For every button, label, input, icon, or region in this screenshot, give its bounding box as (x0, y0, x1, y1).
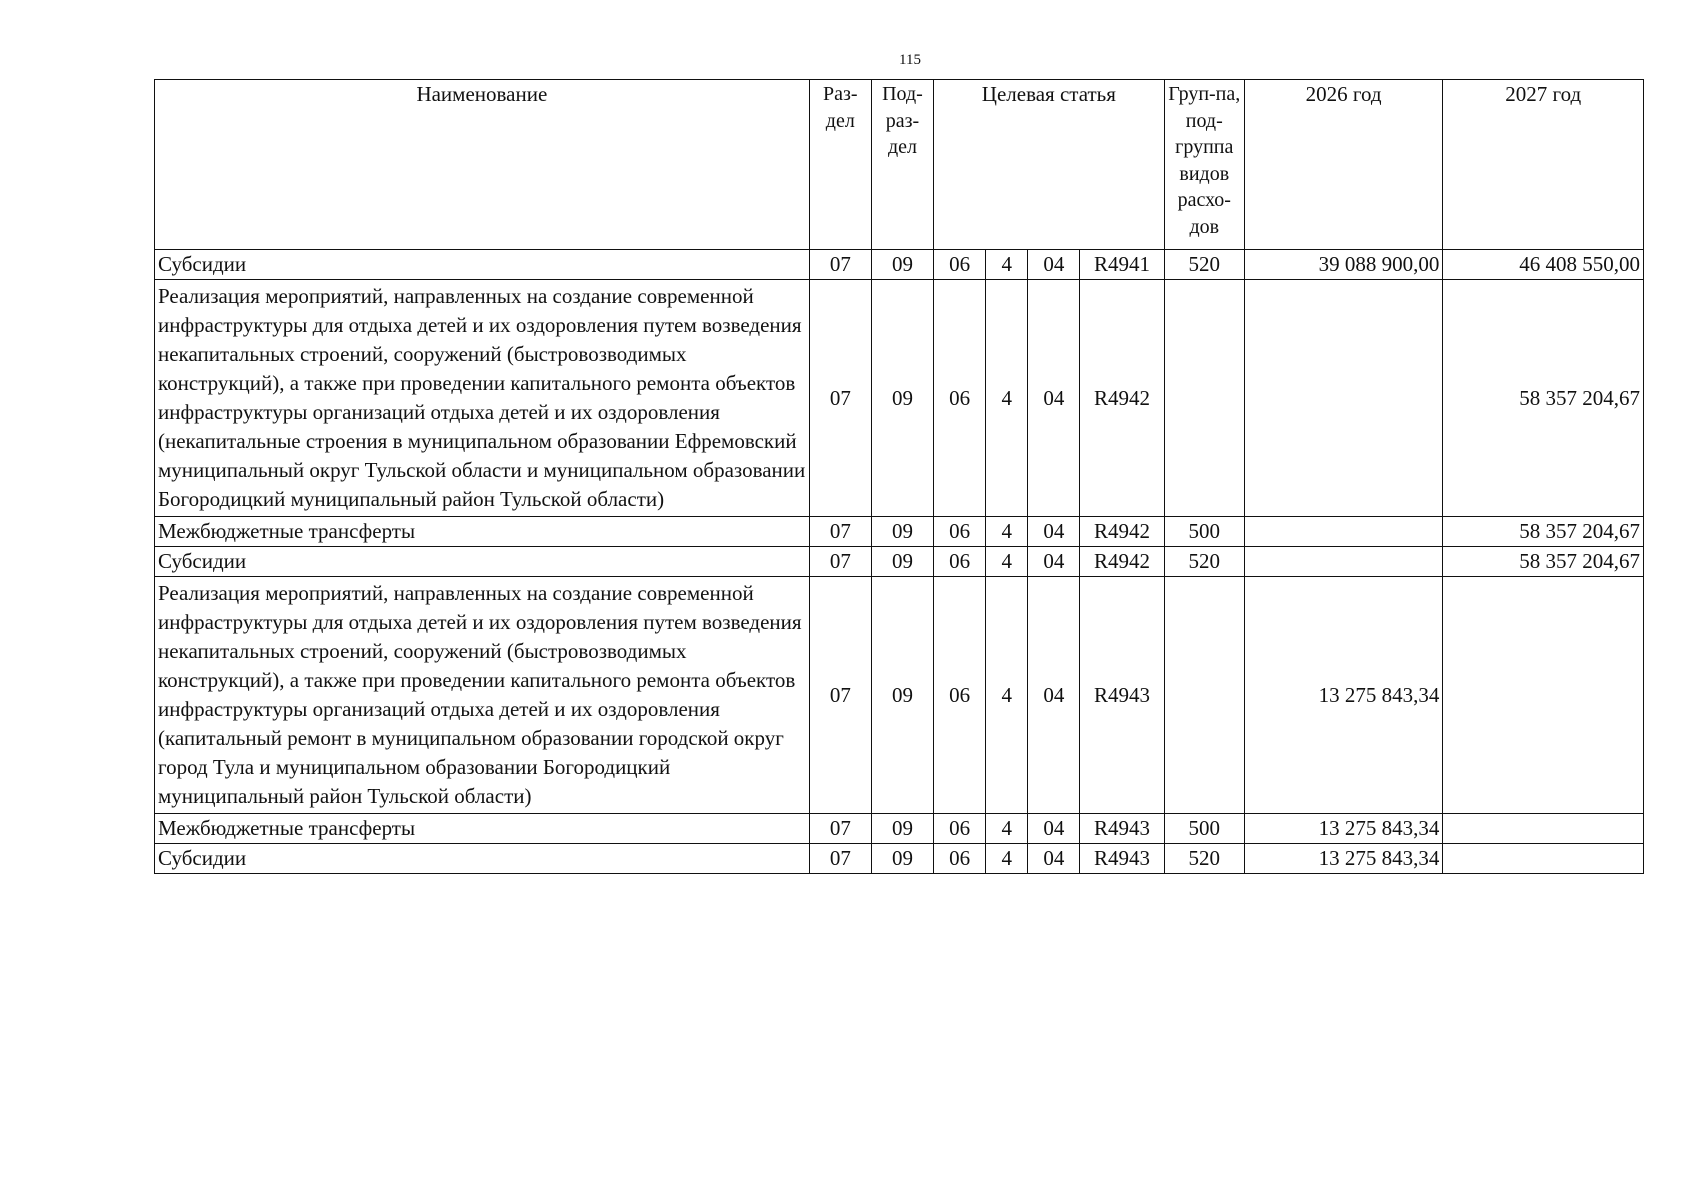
row-expense-group: 500 (1164, 814, 1244, 844)
row-subsection: 09 (871, 280, 933, 517)
row-section: 07 (809, 517, 871, 547)
row-target-subprogram: 04 (1028, 814, 1080, 844)
row-target-direction: R4943 (1080, 814, 1164, 844)
row-target-type: 4 (986, 250, 1028, 280)
row-target-type: 4 (986, 844, 1028, 874)
row-name: Субсидии (155, 250, 810, 280)
row-amount-2027: 46 408 550,00 (1443, 250, 1644, 280)
header-year-2027: 2027 год (1443, 80, 1644, 250)
row-section: 07 (809, 547, 871, 577)
header-target-article: Целевая статья (934, 80, 1165, 250)
row-name: Межбюджетные трансферты (155, 814, 810, 844)
row-expense-group: 520 (1164, 547, 1244, 577)
row-expense-group: 500 (1164, 517, 1244, 547)
row-target-subprogram: 04 (1028, 250, 1080, 280)
row-amount-2027: 58 357 204,67 (1443, 547, 1644, 577)
row-name: Субсидии (155, 547, 810, 577)
page-number: 115 (899, 52, 921, 68)
row-target-subprogram: 04 (1028, 547, 1080, 577)
row-target-program: 06 (934, 577, 986, 814)
row-amount-2027 (1443, 844, 1644, 874)
table-row (155, 250, 1644, 280)
row-amount-2026: 13 275 843,34 (1244, 844, 1443, 874)
row-expense-group (1164, 577, 1244, 814)
row-name: Реализация мероприятий, направленных на создание современной инфраструктуры для отдыха детей и их оздоровления путем возведения некапитальных строений, сооружений (быстровозводимых конструкций), а также при проведении капитального ремонта объектов инфраструктуры организаций отдыха детей и их оздоровления (капитальный ремонт в муниципальном образовании городской округ город Тула и муниципальном образовании Богородицкий муниципальный район Тульской области) (155, 577, 810, 814)
row-target-program: 06 (934, 814, 986, 844)
row-target-subprogram: 04 (1028, 517, 1080, 547)
row-amount-2026: 13 275 843,34 (1244, 814, 1443, 844)
header-subsection: Под-раз-дел (871, 80, 933, 250)
row-section: 07 (809, 814, 871, 844)
row-target-program: 06 (934, 517, 986, 547)
row-target-type: 4 (986, 577, 1028, 814)
table-row (155, 844, 1644, 874)
table-row (155, 280, 1644, 517)
table-row (155, 517, 1644, 547)
row-amount-2027: 58 357 204,67 (1443, 280, 1644, 517)
row-target-direction: R4941 (1080, 250, 1164, 280)
row-target-direction: R4943 (1080, 577, 1164, 814)
row-subsection: 09 (871, 547, 933, 577)
table-row (155, 577, 1644, 814)
row-amount-2027: 58 357 204,67 (1443, 517, 1644, 547)
row-section: 07 (809, 844, 871, 874)
row-section: 07 (809, 280, 871, 517)
header-name: Наименование (155, 80, 810, 250)
row-amount-2026 (1244, 280, 1443, 517)
row-expense-group: 520 (1164, 250, 1244, 280)
row-section: 07 (809, 250, 871, 280)
row-target-type: 4 (986, 517, 1028, 547)
row-amount-2027 (1443, 577, 1644, 814)
row-amount-2026 (1244, 547, 1443, 577)
row-amount-2026 (1244, 517, 1443, 547)
row-target-direction: R4943 (1080, 844, 1164, 874)
row-target-program: 06 (934, 250, 986, 280)
table-row (155, 547, 1644, 577)
header-expense-group: Груп-па, под-группа видов расхо-дов (1164, 80, 1244, 250)
row-target-direction: R4942 (1080, 280, 1164, 517)
row-target-program: 06 (934, 844, 986, 874)
budget-table (154, 79, 1644, 874)
row-target-type: 4 (986, 547, 1028, 577)
row-target-subprogram: 04 (1028, 577, 1080, 814)
row-expense-group (1164, 280, 1244, 517)
row-subsection: 09 (871, 844, 933, 874)
row-amount-2027 (1443, 814, 1644, 844)
row-subsection: 09 (871, 250, 933, 280)
row-amount-2026: 13 275 843,34 (1244, 577, 1443, 814)
row-target-direction: R4942 (1080, 547, 1164, 577)
row-subsection: 09 (871, 577, 933, 814)
row-target-program: 06 (934, 547, 986, 577)
row-target-program: 06 (934, 280, 986, 517)
row-section: 07 (809, 577, 871, 814)
row-subsection: 09 (871, 814, 933, 844)
row-name: Межбюджетные трансферты (155, 517, 810, 547)
header-section: Раз-дел (809, 80, 871, 250)
table-row (155, 814, 1644, 844)
row-amount-2026: 39 088 900,00 (1244, 250, 1443, 280)
row-target-type: 4 (986, 814, 1028, 844)
table-header (155, 80, 1644, 250)
row-name: Субсидии (155, 844, 810, 874)
row-expense-group: 520 (1164, 844, 1244, 874)
row-subsection: 09 (871, 517, 933, 547)
row-target-type: 4 (986, 280, 1028, 517)
row-target-subprogram: 04 (1028, 844, 1080, 874)
row-target-subprogram: 04 (1028, 280, 1080, 517)
row-name: Реализация мероприятий, направленных на создание современной инфраструктуры для отдыха детей и их оздоровления путем возведения некапитальных строений, сооружений (быстровозводимых конструкций), а также при проведении капитального ремонта объектов инфраструктуры организаций отдыха детей и их оздоровления (некапитальные строения в муниципальном образовании Ефремовский муниципальный округ Тульской области и муниципальном образовании Богородицкий муниципальный район Тульской области) (155, 280, 810, 517)
row-target-direction: R4942 (1080, 517, 1164, 547)
header-year-2026: 2026 год (1244, 80, 1443, 250)
